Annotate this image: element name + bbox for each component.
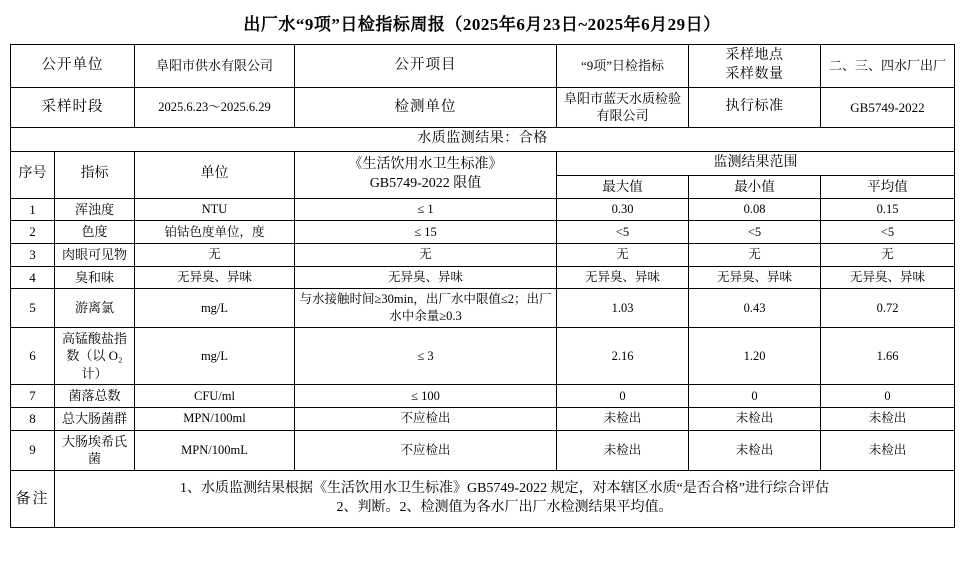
cell-max: 无 (557, 243, 689, 266)
cell-unit: 铂钴色度单位，度 (135, 221, 295, 244)
cell-max: 未检出 (557, 430, 689, 470)
cell-index: 2 (11, 221, 55, 244)
cell-avg: 无 (821, 243, 955, 266)
header-index: 序号 (11, 151, 55, 198)
cell-unit: mg/L (135, 289, 295, 328)
water-quality-report-table (10, 44, 955, 528)
cell-avg: 无异臭、异味 (821, 266, 955, 289)
header-max: 最大值 (557, 175, 689, 198)
header-range-group: 监测结果范围 (557, 151, 955, 175)
cell-limit: ≤ 1 (295, 198, 557, 221)
notes-label: 备注 (11, 470, 55, 527)
cell-indicator: 臭和味 (55, 266, 135, 289)
cell-index: 7 (11, 385, 55, 408)
overall-result-text: 水质监测结果：合格 (11, 127, 955, 151)
cell-unit: 无异臭、异味 (135, 266, 295, 289)
cell-unit: CFU/ml (135, 385, 295, 408)
cell-min: 未检出 (689, 408, 821, 431)
table-row (11, 221, 955, 244)
cell-min: 1.20 (689, 327, 821, 385)
table-row (11, 327, 955, 385)
cell-indicator: 游离氯 (55, 289, 135, 328)
sample-place-label-line1: 采样地点 (725, 48, 784, 63)
cell-min: 0.43 (689, 289, 821, 328)
table-row (11, 266, 955, 289)
sample-place-label (689, 45, 821, 88)
cell-min: 0 (689, 385, 821, 408)
public-item-value: “9项”日检指标 (557, 45, 689, 88)
cell-index: 5 (11, 289, 55, 328)
standard-value: GB5749-2022 (821, 87, 955, 127)
cell-max: 无异臭、异味 (557, 266, 689, 289)
cell-min: 未检出 (689, 430, 821, 470)
cell-index: 3 (11, 243, 55, 266)
sample-place-label-line2: 采样数量 (725, 66, 784, 82)
notes-row (11, 470, 955, 527)
cell-unit: MPN/100mL (135, 430, 295, 470)
table-row (11, 385, 955, 408)
cell-max: 未检出 (557, 408, 689, 431)
public-unit-value: 阜阳市供水有限公司 (135, 45, 295, 88)
header-limit-line1: 《生活饮用水卫生标准》 (348, 156, 503, 172)
header-limit (295, 151, 557, 198)
table-row (11, 430, 955, 470)
cell-indicator: 色度 (55, 221, 135, 244)
cell-max: <5 (557, 221, 689, 244)
cell-min: 无 (689, 243, 821, 266)
standard-label: 执行标准 (689, 87, 821, 127)
cell-max: 0 (557, 385, 689, 408)
cell-unit: MPN/100ml (135, 408, 295, 431)
info-row-1 (11, 45, 955, 88)
cell-avg: 未检出 (821, 408, 955, 431)
header-indicator: 指标 (55, 151, 135, 198)
header-limit-line2: GB5749-2022 限值 (369, 175, 482, 191)
header-unit: 单位 (135, 151, 295, 198)
header-avg: 平均值 (821, 175, 955, 198)
cell-limit: 无 (295, 243, 557, 266)
notes-line-1: 1、水质监测结果根据《生活饮用水卫生标准》GB5749-2022 规定，对本辖区水质“是否合格”进行综合评估 (179, 480, 830, 496)
cell-avg: <5 (821, 221, 955, 244)
table-row (11, 289, 955, 328)
cell-indicator: 总大肠菌群 (55, 408, 135, 431)
cell-avg: 0 (821, 385, 955, 408)
cell-limit: ≤ 100 (295, 385, 557, 408)
test-unit-label: 检测单位 (295, 87, 557, 127)
cell-limit: 不应检出 (295, 430, 557, 470)
cell-max: 1.03 (557, 289, 689, 328)
cell-index: 4 (11, 266, 55, 289)
test-unit-value: 阜阳市蓝天水质检验有限公司 (557, 87, 689, 127)
cell-index: 8 (11, 408, 55, 431)
sample-period-label: 采样时段 (11, 87, 135, 127)
notes-line-2: 2、判断。2、检测值为各水厂出厂水检测结果平均值。 (336, 499, 673, 515)
cell-max: 0.30 (557, 198, 689, 221)
cell-index: 6 (11, 327, 55, 385)
cell-limit: ≤ 3 (295, 327, 557, 385)
table-row (11, 198, 955, 221)
cell-indicator: 肉眼可见物 (55, 243, 135, 266)
cell-indicator: 菌落总数 (55, 385, 135, 408)
cell-avg: 0.72 (821, 289, 955, 328)
cell-limit: 无异臭、异味 (295, 266, 557, 289)
cell-max: 2.16 (557, 327, 689, 385)
page-title: 出厂水“9项”日检指标周报（2025年6月23日~2025年6月29日） (243, 15, 721, 34)
public-item-label: 公开项目 (295, 45, 557, 88)
cell-min: 0.08 (689, 198, 821, 221)
table-row (11, 408, 955, 431)
header-min: 最小值 (689, 175, 821, 198)
table-row (11, 243, 955, 266)
cell-avg: 未检出 (821, 430, 955, 470)
cell-min: 无异臭、异味 (689, 266, 821, 289)
table-header-row-1 (11, 151, 955, 175)
cell-unit: 无 (135, 243, 295, 266)
cell-index: 9 (11, 430, 55, 470)
notes-content (55, 470, 955, 527)
sample-place-value: 二、三、四水厂出厂 (821, 45, 955, 88)
cell-unit: NTU (135, 198, 295, 221)
cell-limit: 不应检出 (295, 408, 557, 431)
cell-limit: 与水接触时间≥30min，出厂水中限值≤2；出厂水中余量≥0.3 (295, 289, 557, 328)
cell-indicator: 高锰酸盐指数（以 O₂计） (55, 327, 135, 385)
info-row-2 (11, 87, 955, 127)
cell-limit: ≤ 15 (295, 221, 557, 244)
overall-result-row (11, 127, 955, 151)
cell-avg: 1.66 (821, 327, 955, 385)
cell-min: <5 (689, 221, 821, 244)
sample-period-value: 2025.6.23～2025.6.29 (135, 87, 295, 127)
cell-index: 1 (11, 198, 55, 221)
cell-indicator: 大肠埃希氏菌 (55, 430, 135, 470)
cell-indicator: 浑浊度 (55, 198, 135, 221)
cell-avg: 0.15 (821, 198, 955, 221)
public-unit-label: 公开单位 (11, 45, 135, 88)
cell-unit: mg/L (135, 327, 295, 385)
